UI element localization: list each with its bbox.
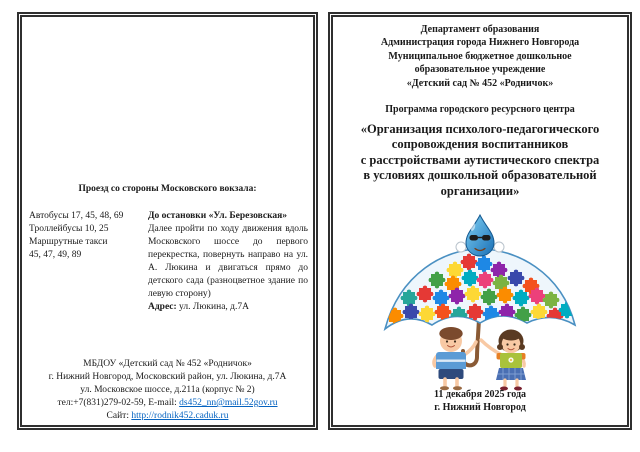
- directions-text: Далее пройти по ходу движения вдоль Московского шоссе до первого перекрестка, повернуть направо на ул. А. Люкина и двигаться прямо до детского сада (разноцветное здание по левую сторону): [148, 224, 308, 299]
- header-line: «Детский сад № 452 «Родничок»: [406, 77, 554, 89]
- booklet-page-left: [17, 12, 318, 430]
- puzzle-umbrella: [385, 249, 575, 329]
- org-name-line: МБДОУ «Детский сад № 452 «Родничок»: [83, 359, 252, 369]
- header-line: Муниципальное бюджетное дошкольное: [388, 50, 572, 62]
- transport-heading: Проезд со стороны Московского вокзала:: [78, 184, 257, 194]
- org-address2-line: ул. Московское шоссе, д.211а (корпус № 2): [80, 385, 255, 395]
- stop-heading: До остановки «Ул. Березовская»: [148, 211, 288, 221]
- header-line: Департамент образования: [420, 24, 540, 35]
- transport-line: 45, 47, 49, 89: [29, 250, 82, 260]
- event-date: 11 декабря 2025 года: [433, 389, 527, 400]
- program-title: [336, 122, 624, 199]
- site-link[interactable]: http://rodnik452.caduk.ru: [131, 411, 229, 421]
- title-line: организации»: [440, 183, 520, 198]
- program-label: Программа городского ресурсного центра: [385, 104, 575, 115]
- girl-figure: [481, 330, 527, 391]
- boy-figure: [434, 327, 476, 390]
- transport-line: Троллейбусы 10, 25: [29, 224, 109, 234]
- phone-email-prefix: тел:+7(831)279-02-59, E-mail:: [57, 398, 180, 408]
- transport-line: Маршрутные такси: [29, 237, 108, 247]
- phone-email-line: [22, 397, 313, 410]
- directions-block: [148, 210, 308, 314]
- transport-list: [29, 210, 137, 314]
- institution-header: [333, 23, 627, 90]
- transport-line: Автобусы 17, 45, 48, 69: [29, 211, 124, 221]
- date-block: [333, 388, 627, 414]
- org-address-line: г. Нижний Новгород, Московский район, ул. Люкина, д.7А: [48, 372, 287, 382]
- site-line: [22, 410, 313, 423]
- contact-footer: [22, 358, 313, 423]
- site-label: Сайт:: [106, 411, 132, 421]
- title-line: с расстройствами аутистического спектра: [360, 152, 600, 167]
- email-link[interactable]: ds452_nn@mail.52gov.ru: [179, 398, 278, 408]
- address-label: Адрес:: [148, 302, 177, 312]
- title-line: «Организация психолого-педагогического: [360, 122, 600, 136]
- title-line: сопровождения воспитанников: [391, 137, 569, 152]
- header-line: Администрация города Нижнего Новгорода: [380, 37, 580, 49]
- event-city: г. Нижний Новгород: [434, 402, 526, 413]
- title-line: в условиях дошкольной образовательной: [363, 168, 597, 183]
- water-drop-mascot: [456, 215, 504, 256]
- address-line: [148, 301, 308, 314]
- header-line: образовательное учреждение: [414, 64, 546, 76]
- booklet-page-right: [328, 12, 632, 430]
- transport-columns: [29, 210, 308, 314]
- address-value: ул. Люкина, д.7А: [176, 302, 249, 312]
- cover-illustration: [375, 211, 585, 391]
